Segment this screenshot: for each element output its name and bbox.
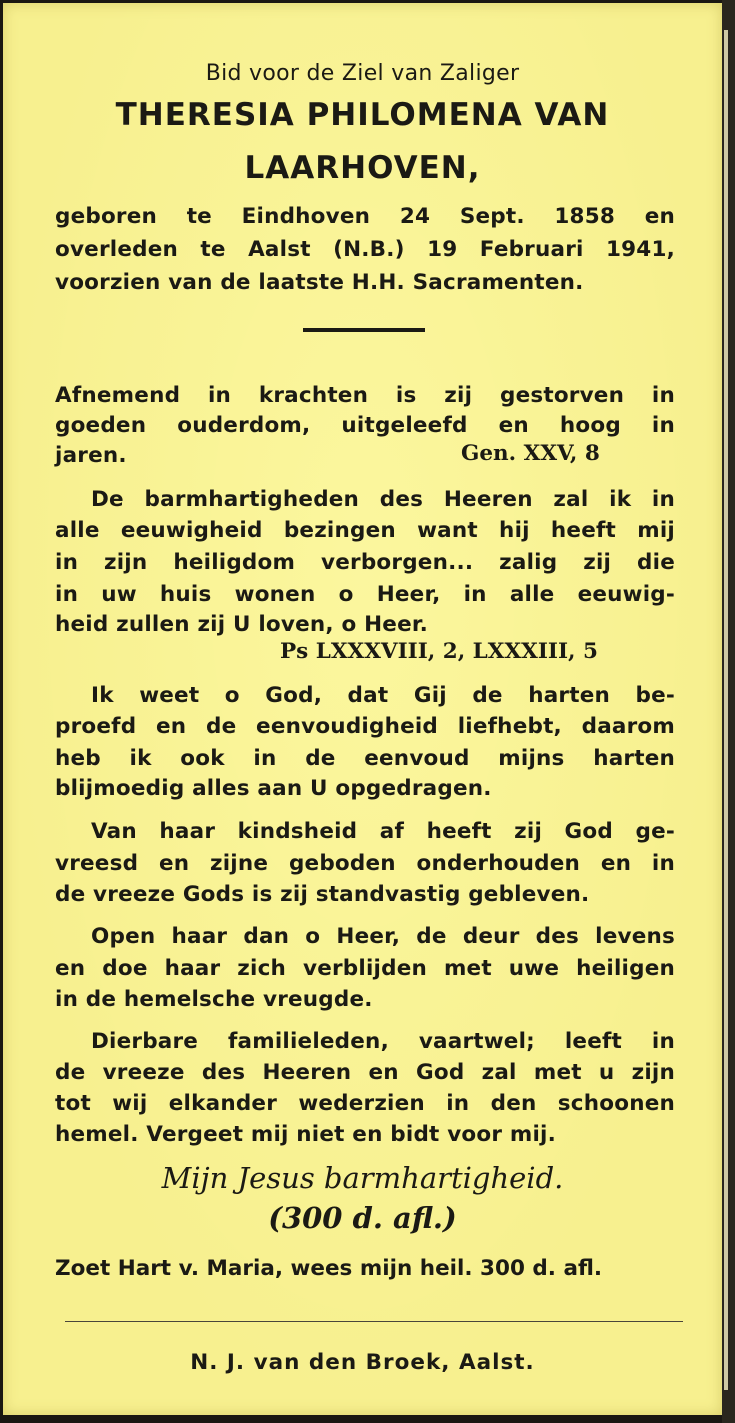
paragraph-line: heb ik ook in de eenvoud mijns harten (55, 746, 675, 771)
paragraph-line: jaren. (55, 443, 127, 468)
scripture-citation: Ps LXXXVIII, 2, LXXXIII, 5 (280, 639, 598, 664)
paragraph-line: de vreeze des Heeren en God zal met u zijn (55, 1060, 675, 1085)
paragraph-line: Van haar kindsheid af heeft zij God ge- (91, 819, 675, 844)
paragraph-line: proefd en de eenvoudigheid liefhebt, daarom (55, 714, 675, 739)
bio-line: geboren te Eindhoven 24 Sept. 1858 en (55, 204, 675, 229)
scripture-citation: Gen. XXV, 8 (461, 441, 600, 466)
paragraph-line: en doe haar zich verblijden met uwe heiligen (55, 956, 675, 981)
divider-short (303, 328, 425, 332)
paragraph-line: hemel. Vergeet mij niet en bidt voor mij. (55, 1122, 556, 1147)
paragraph-line: Dierbare familieleden, vaartwel; leeft in (91, 1029, 675, 1054)
paragraph-line: in uw huis wonen o Heer, in alle eeuwig- (55, 582, 675, 607)
deceased-name-line-2: LAARHOVEN, (244, 150, 481, 186)
indulgence-note: (300 d. afl.) (268, 1201, 457, 1235)
paragraph-line: Open haar dan o Heer, de deur des levens (91, 924, 675, 949)
closing-invocation: Mijn Jesus barmhartigheid. (161, 1161, 564, 1195)
deceased-name-line-1: THERESIA PHILOMENA VAN (115, 97, 610, 133)
paragraph-line: in de hemelsche vreugde. (55, 987, 373, 1012)
paragraph-line: heid zullen zij U loven, o Heer. (55, 612, 428, 637)
paragraph-line: vreesd en zijne geboden onderhouden en in (55, 851, 675, 876)
paragraph-line: tot wij elkander wederzien in den schoonen (55, 1091, 675, 1116)
paragraph-line: in zijn heiligdom verborgen... zalig zij die (55, 550, 675, 575)
paragraph-line: De barmhartigheden des Heeren zal ik in (91, 487, 675, 512)
printer-imprint: N. J. van den Broek, Aalst. (190, 1350, 535, 1375)
memorial-card (3, 3, 722, 1415)
bio-line: overleden te Aalst (N.B.) 19 Februari 1941, (55, 237, 675, 262)
paragraph-line: goeden ouderdom, uitgeleefd en hoog in (55, 413, 675, 438)
card-edge (722, 0, 735, 1423)
divider-long (65, 1321, 683, 1322)
paragraph-line: blijmoedig alles aan U opgedragen. (55, 776, 492, 801)
paragraph-line: alle eeuwigheid bezingen want hij heeft mij (55, 518, 675, 543)
prayer-heading: Bid voor de Ziel van Zaliger (205, 61, 520, 86)
bio-line: voorzien van de laatste H.H. Sacramenten. (55, 270, 584, 295)
paragraph-line: Afnemend in krachten is zij gestorven in (55, 383, 675, 408)
closing-prayer: Zoet Hart v. Maria, wees mijn heil. 300 d. afl. (55, 1256, 603, 1281)
paragraph-line: de vreeze Gods is zij standvastig gebleven. (55, 882, 590, 907)
paragraph-line: Ik weet o God, dat Gij de harten be- (91, 683, 675, 708)
